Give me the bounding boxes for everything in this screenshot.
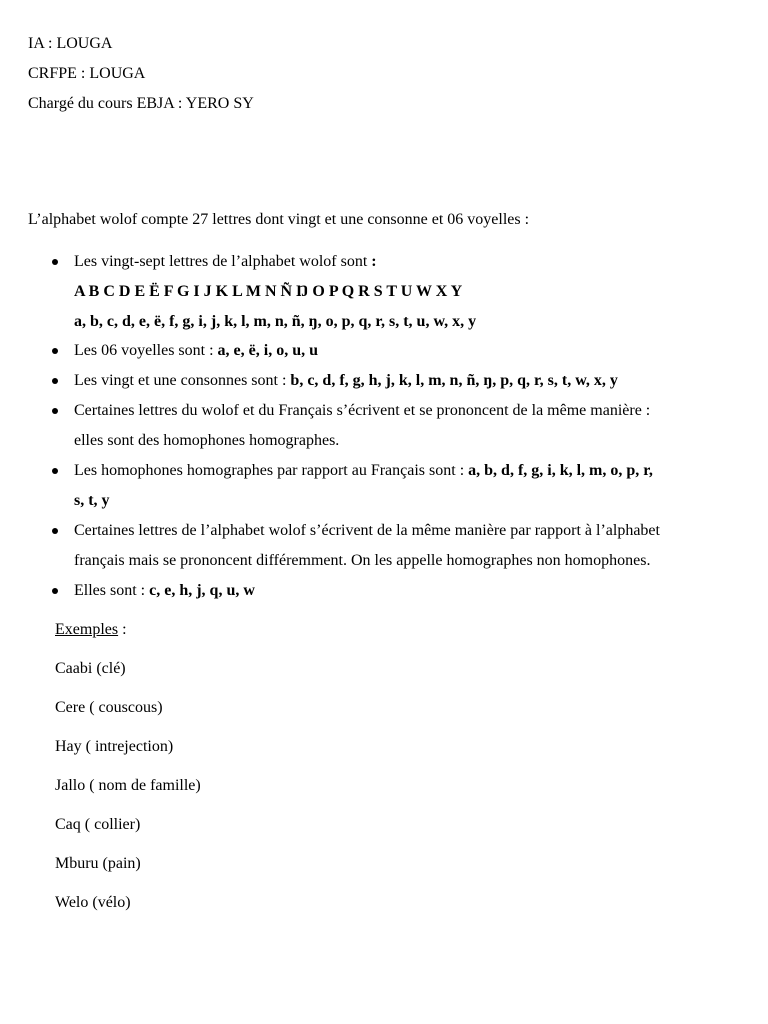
header-ia: IA : LOUGA [28, 35, 113, 52]
alphabet-lowercase: a, b, c, d, e, ë, f, g, i, j, k, l, m, n, ñ, ŋ, o, p, q, r, s, t, u, w, x, y [74, 313, 477, 330]
bullet-icon [52, 259, 58, 265]
bullet-icon [52, 588, 58, 594]
bullet-icon [52, 468, 58, 474]
intro-paragraph: L’alphabet wolof compte 27 lettres dont vingt et une consonne et 06 voyelles : [28, 211, 530, 228]
header-crfpe: CRFPE : LOUGA [28, 65, 146, 82]
example-item: Welo (vélo) [55, 894, 131, 911]
example-item: Jallo ( nom de famille) [55, 777, 201, 794]
vowels-list: a, e, ë, i, o, u, u [217, 342, 318, 359]
bullet-icon [52, 378, 58, 384]
bullet-icon [52, 408, 58, 414]
non-homophones-list: c, e, h, j, q, u, w [149, 582, 255, 599]
example-item: Mburu (pain) [55, 855, 141, 872]
bullet-icon [52, 348, 58, 354]
header-course-instructor: Chargé du cours EBJA : YERO SY [28, 95, 254, 112]
consonants-list: b, c, d, f, g, h, j, k, l, m, n, ñ, ŋ, p, q, r, s, t, w, x, y [290, 372, 618, 389]
example-item: Caq ( collier) [55, 816, 141, 833]
example-item: Hay ( intrejection) [55, 738, 174, 755]
alphabet-uppercase: A B C D E Ë F G I J K L M N Ñ Ŋ O P Q R S T U W X Y [74, 283, 463, 300]
bullet-icon [52, 528, 58, 534]
example-item: Caabi (clé) [55, 660, 126, 677]
document-page: IA : LOUGA CRFPE : LOUGA Chargé du cours EBJA : YERO SY L’alphabet wolof compte 27 lettres dont vingt et une consonne et 06 voyelles : Les vingt-sept lettres de l’alphabet wolof sont : A B C D E Ë F G I J K L M N Ñ Ŋ O P Q R S T U W X Y a, b, c, d, e, ë, f, g, i, j, k, l, m, n, ñ, ŋ, o, p, q, r, s, t, u, w, x, y Les 06 voyelles sont : a, e, ë, i, o, u, u Les vingt et une consonnes sont : b, c, d, f, g, h, j, k, l, m, n, ñ, ŋ, p, q, r, s, t, w, x, y Certaines lettres du wolof et du Français s’écrivent et se prononcent de la même manière : elles sont des homophones homographes. Les homophones homographes par rapport au Français sont : a, b, d, f, g, i, k, l, m, o, p, r, s, t, y Certaines lettres de l’alphabet wolof s’écrivent de la même manière par rapport à l’alphabet français mais se prononcent différemment. On les appelle homographes non homophones. Elles sont : c, e, h, j, q, u, w Exemples : Caabi (clé) Cere ( couscous) Hay ( intrejection) Jallo ( nom de famille) Caq ( collier) Mburu (pain) Welo (vélo) [28, 35, 660, 911]
example-item: Cere ( couscous) [55, 699, 163, 716]
examples-heading: Exemples : [55, 621, 127, 638]
